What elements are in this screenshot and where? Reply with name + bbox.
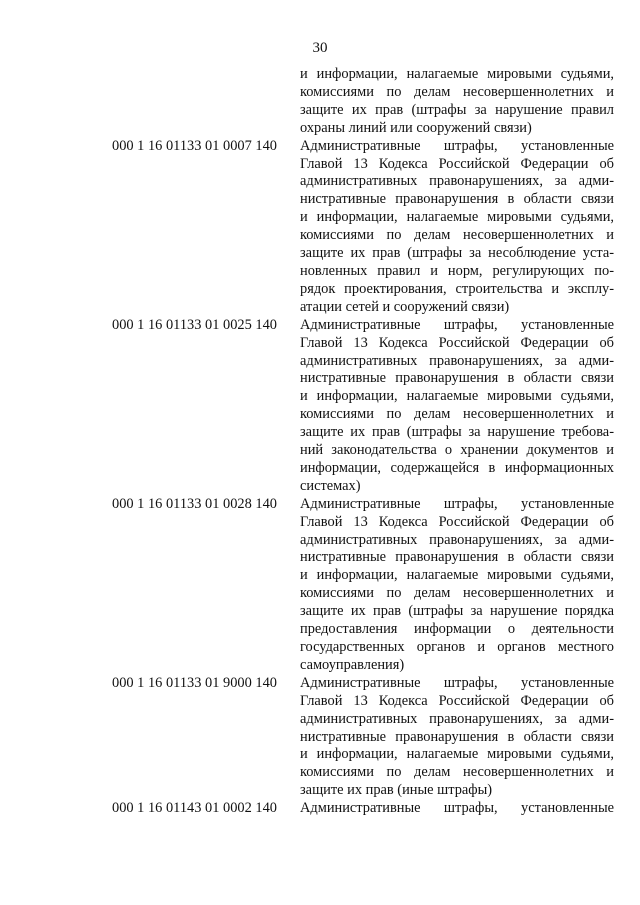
description-line: охраны линий или сооружений связи) <box>300 119 532 136</box>
description-line: и информации, налагаемые мировыми судьями, <box>300 209 614 226</box>
description-line: административных правонарушениях, за адми- <box>300 710 614 727</box>
description-line: Главой 13 Кодекса Российской Федерации об <box>300 692 614 709</box>
description-line: рядок проектирования, строительства и эксплу- <box>300 280 614 297</box>
description-line: Административные штрафы, установленные <box>300 495 614 512</box>
table-row <box>112 66 614 138</box>
table-row <box>112 675 614 800</box>
description-line: атации сетей и сооружений связи) <box>300 298 510 315</box>
description-cell <box>300 317 614 496</box>
description-line: нистративные правонарушения в области связи <box>300 191 614 208</box>
description-line: самоуправления) <box>300 656 405 673</box>
description-line: нистративные правонарушения в области связи <box>300 370 614 387</box>
description-line: новленных правил и норм, регулирующих по- <box>300 262 614 279</box>
description-line: защите их прав (иные штрафы) <box>300 782 493 799</box>
description-line: и информации, налагаемые мировыми судьями, <box>300 66 614 82</box>
description-line: и информации, налагаемые мировыми судьями, <box>300 388 614 405</box>
description-line: Главой 13 Кодекса Российской Федерации об <box>300 155 614 172</box>
description-line: защите их прав (штрафы за нарушение правил <box>300 101 614 118</box>
description-line: ний законодательства о хранении документов и <box>300 442 614 459</box>
description-line: защите их прав (штрафы за несоблюдение уста- <box>300 245 614 262</box>
description-line: защите их прав (штрафы за нарушение порядка <box>300 603 614 620</box>
document-table <box>112 66 614 818</box>
page-number: 30 <box>312 40 328 56</box>
description-line: комиссиями по делам несовершеннолетних и <box>300 227 614 244</box>
description-line: нистративные правонарушения в области связи <box>300 728 614 745</box>
table-row <box>112 800 614 818</box>
description-line: государственных органов и органов местного <box>300 639 614 655</box>
description-line: комиссиями по делам несовершеннолетних и <box>300 585 614 602</box>
description-line: защите их прав (штрафы за нарушение требова- <box>300 424 614 441</box>
classification-code: 000 1 16 01133 01 0007 140 <box>112 137 277 154</box>
table-row <box>112 317 614 496</box>
description-line: предоставления информации о деятельности <box>300 621 614 638</box>
description-line: Административные штрафы, установленные <box>300 800 614 817</box>
classification-code: 000 1 16 01133 01 9000 140 <box>112 674 277 691</box>
table-row <box>112 138 614 317</box>
description-line: и информации, налагаемые мировыми судьями, <box>300 746 614 763</box>
description-cell <box>300 675 614 800</box>
description-line: административных правонарушениях, за адми- <box>300 352 614 369</box>
description-line: и информации, налагаемые мировыми судьями, <box>300 567 614 584</box>
classification-code: 000 1 16 01133 01 0028 140 <box>112 495 277 512</box>
description-line: административных правонарушениях, за адми- <box>300 173 614 190</box>
description-line: системах) <box>300 477 361 494</box>
classification-code: 000 1 16 01143 01 0002 140 <box>112 800 277 817</box>
description-line: комиссиями по делам несовершеннолетних и <box>300 83 614 100</box>
description-line: информации, содержащейся в информационных <box>300 459 614 476</box>
description-line: нистративные правонарушения в области связи <box>300 549 614 566</box>
description-cell <box>300 496 614 675</box>
classification-code: 000 1 16 01133 01 0025 140 <box>112 316 277 333</box>
description-line: Административные штрафы, установленные <box>300 316 614 333</box>
description-line: комиссиями по делам несовершеннолетних и <box>300 406 614 423</box>
description-line: Главой 13 Кодекса Российской Федерации об <box>300 513 614 530</box>
table-row <box>112 496 614 675</box>
description-line: Административные штрафы, установленные <box>300 674 614 691</box>
description-cell <box>300 800 614 818</box>
description-cell <box>300 66 614 138</box>
description-line: Главой 13 Кодекса Российской Федерации об <box>300 334 614 351</box>
description-line: Административные штрафы, установленные <box>300 137 614 154</box>
description-line: административных правонарушениях, за адми- <box>300 531 614 548</box>
description-cell <box>300 138 614 317</box>
description-line: комиссиями по делам несовершеннолетних и <box>300 764 614 781</box>
